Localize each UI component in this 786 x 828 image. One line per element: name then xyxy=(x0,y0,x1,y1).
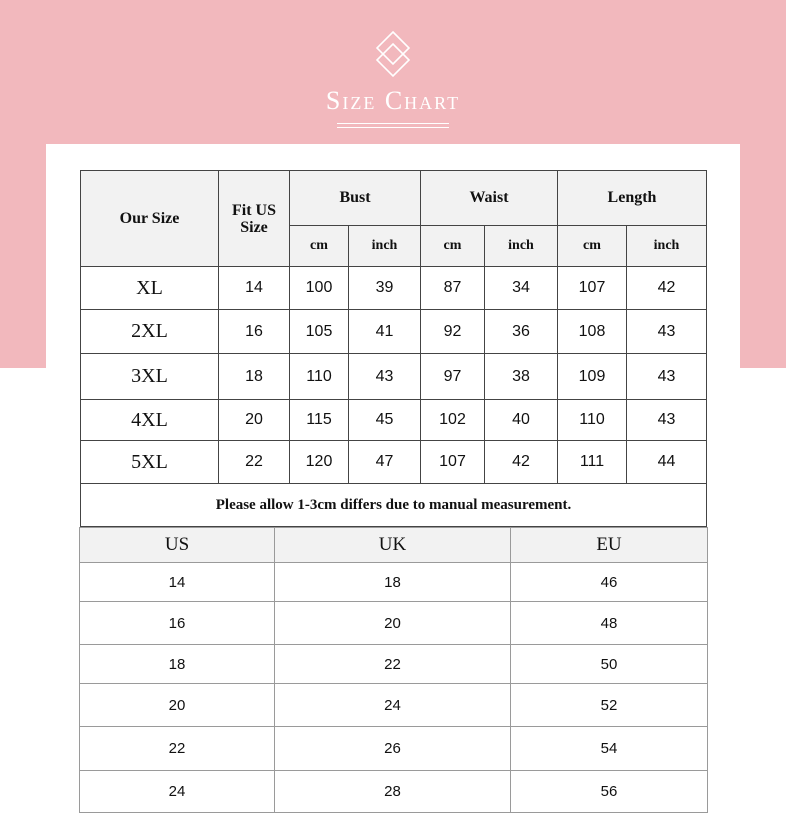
page-title: Size Chart xyxy=(325,86,461,115)
size-label: 3XL xyxy=(81,354,219,400)
size-label: 2XL xyxy=(81,310,219,354)
unit-length-cm: cm xyxy=(558,226,627,267)
header-uk: UK xyxy=(275,528,511,563)
waist-inch-value: 34 xyxy=(485,267,558,310)
header-eu: EU xyxy=(511,528,708,563)
unit-length-inch: inch xyxy=(627,226,707,267)
unit-waist-inch: inch xyxy=(485,226,558,267)
diamond-logo-icon xyxy=(368,30,418,82)
length-inch-value: 43 xyxy=(627,310,707,354)
size-label: XL xyxy=(81,267,219,310)
conversion-row xyxy=(80,602,708,645)
eu-size-value: 56 xyxy=(511,771,708,813)
bust-cm-value: 115 xyxy=(290,400,349,441)
waist-inch-value: 40 xyxy=(485,400,558,441)
length-cm-value: 107 xyxy=(558,267,627,310)
length-inch-value: 43 xyxy=(627,354,707,400)
length-cm-value: 108 xyxy=(558,310,627,354)
waist-cm-value: 102 xyxy=(421,400,485,441)
eu-size-value: 54 xyxy=(511,727,708,771)
waist-inch-value: 36 xyxy=(485,310,558,354)
measurement-note: Please allow 1-3cm differs due to manual measurement. xyxy=(81,484,707,527)
us-size-value: 22 xyxy=(80,727,275,771)
fit-us-value: 18 xyxy=(219,354,290,400)
us-size-value: 20 xyxy=(80,684,275,727)
length-inch-value: 42 xyxy=(627,267,707,310)
size-label: 5XL xyxy=(81,441,219,484)
fit-us-value: 16 xyxy=(219,310,290,354)
conversion-row xyxy=(80,563,708,602)
waist-inch-value: 42 xyxy=(485,441,558,484)
uk-size-value: 24 xyxy=(275,684,511,727)
bust-cm-value: 110 xyxy=(290,354,349,400)
title-underline xyxy=(337,127,449,128)
size-table xyxy=(80,170,707,527)
bust-inch-value: 41 xyxy=(349,310,421,354)
length-inch-value: 44 xyxy=(627,441,707,484)
conversion-row xyxy=(80,684,708,727)
waist-inch-value: 38 xyxy=(485,354,558,400)
eu-size-value: 52 xyxy=(511,684,708,727)
us-size-value: 24 xyxy=(80,771,275,813)
waist-cm-value: 87 xyxy=(421,267,485,310)
conversion-row xyxy=(80,771,708,813)
uk-size-value: 20 xyxy=(275,602,511,645)
bust-inch-value: 39 xyxy=(349,267,421,310)
uk-size-value: 28 xyxy=(275,771,511,813)
bust-inch-value: 47 xyxy=(349,441,421,484)
size-row xyxy=(81,441,707,484)
uk-size-value: 26 xyxy=(275,727,511,771)
bust-cm-value: 105 xyxy=(290,310,349,354)
fit-us-value: 20 xyxy=(219,400,290,441)
size-row xyxy=(81,400,707,441)
size-row xyxy=(81,267,707,310)
header-us: US xyxy=(80,528,275,563)
title-underline xyxy=(337,123,449,124)
length-cm-value: 110 xyxy=(558,400,627,441)
waist-cm-value: 107 xyxy=(421,441,485,484)
header-fit-us-size: Fit US Size xyxy=(219,171,290,267)
conversion-row xyxy=(80,727,708,771)
size-row xyxy=(81,310,707,354)
size-label: 4XL xyxy=(81,400,219,441)
us-size-value: 16 xyxy=(80,602,275,645)
length-cm-value: 111 xyxy=(558,441,627,484)
eu-size-value: 46 xyxy=(511,563,708,602)
length-inch-value: 43 xyxy=(627,400,707,441)
header-length: Length xyxy=(558,171,707,226)
eu-size-value: 48 xyxy=(511,602,708,645)
unit-bust-inch: inch xyxy=(349,226,421,267)
fit-us-value: 14 xyxy=(219,267,290,310)
bust-cm-value: 120 xyxy=(290,441,349,484)
uk-size-value: 22 xyxy=(275,645,511,684)
fit-us-value: 22 xyxy=(219,441,290,484)
conversion-row xyxy=(80,645,708,684)
unit-waist-cm: cm xyxy=(421,226,485,267)
size-row xyxy=(81,354,707,400)
bust-cm-value: 100 xyxy=(290,267,349,310)
waist-cm-value: 92 xyxy=(421,310,485,354)
header-waist: Waist xyxy=(421,171,558,226)
size-conversion-table xyxy=(79,527,708,813)
bust-inch-value: 45 xyxy=(349,400,421,441)
header-bust: Bust xyxy=(290,171,421,226)
length-cm-value: 109 xyxy=(558,354,627,400)
uk-size-value: 18 xyxy=(275,563,511,602)
us-size-value: 18 xyxy=(80,645,275,684)
unit-bust-cm: cm xyxy=(290,226,349,267)
bust-inch-value: 43 xyxy=(349,354,421,400)
eu-size-value: 50 xyxy=(511,645,708,684)
header-our-size: Our Size xyxy=(81,171,219,267)
us-size-value: 14 xyxy=(80,563,275,602)
waist-cm-value: 97 xyxy=(421,354,485,400)
